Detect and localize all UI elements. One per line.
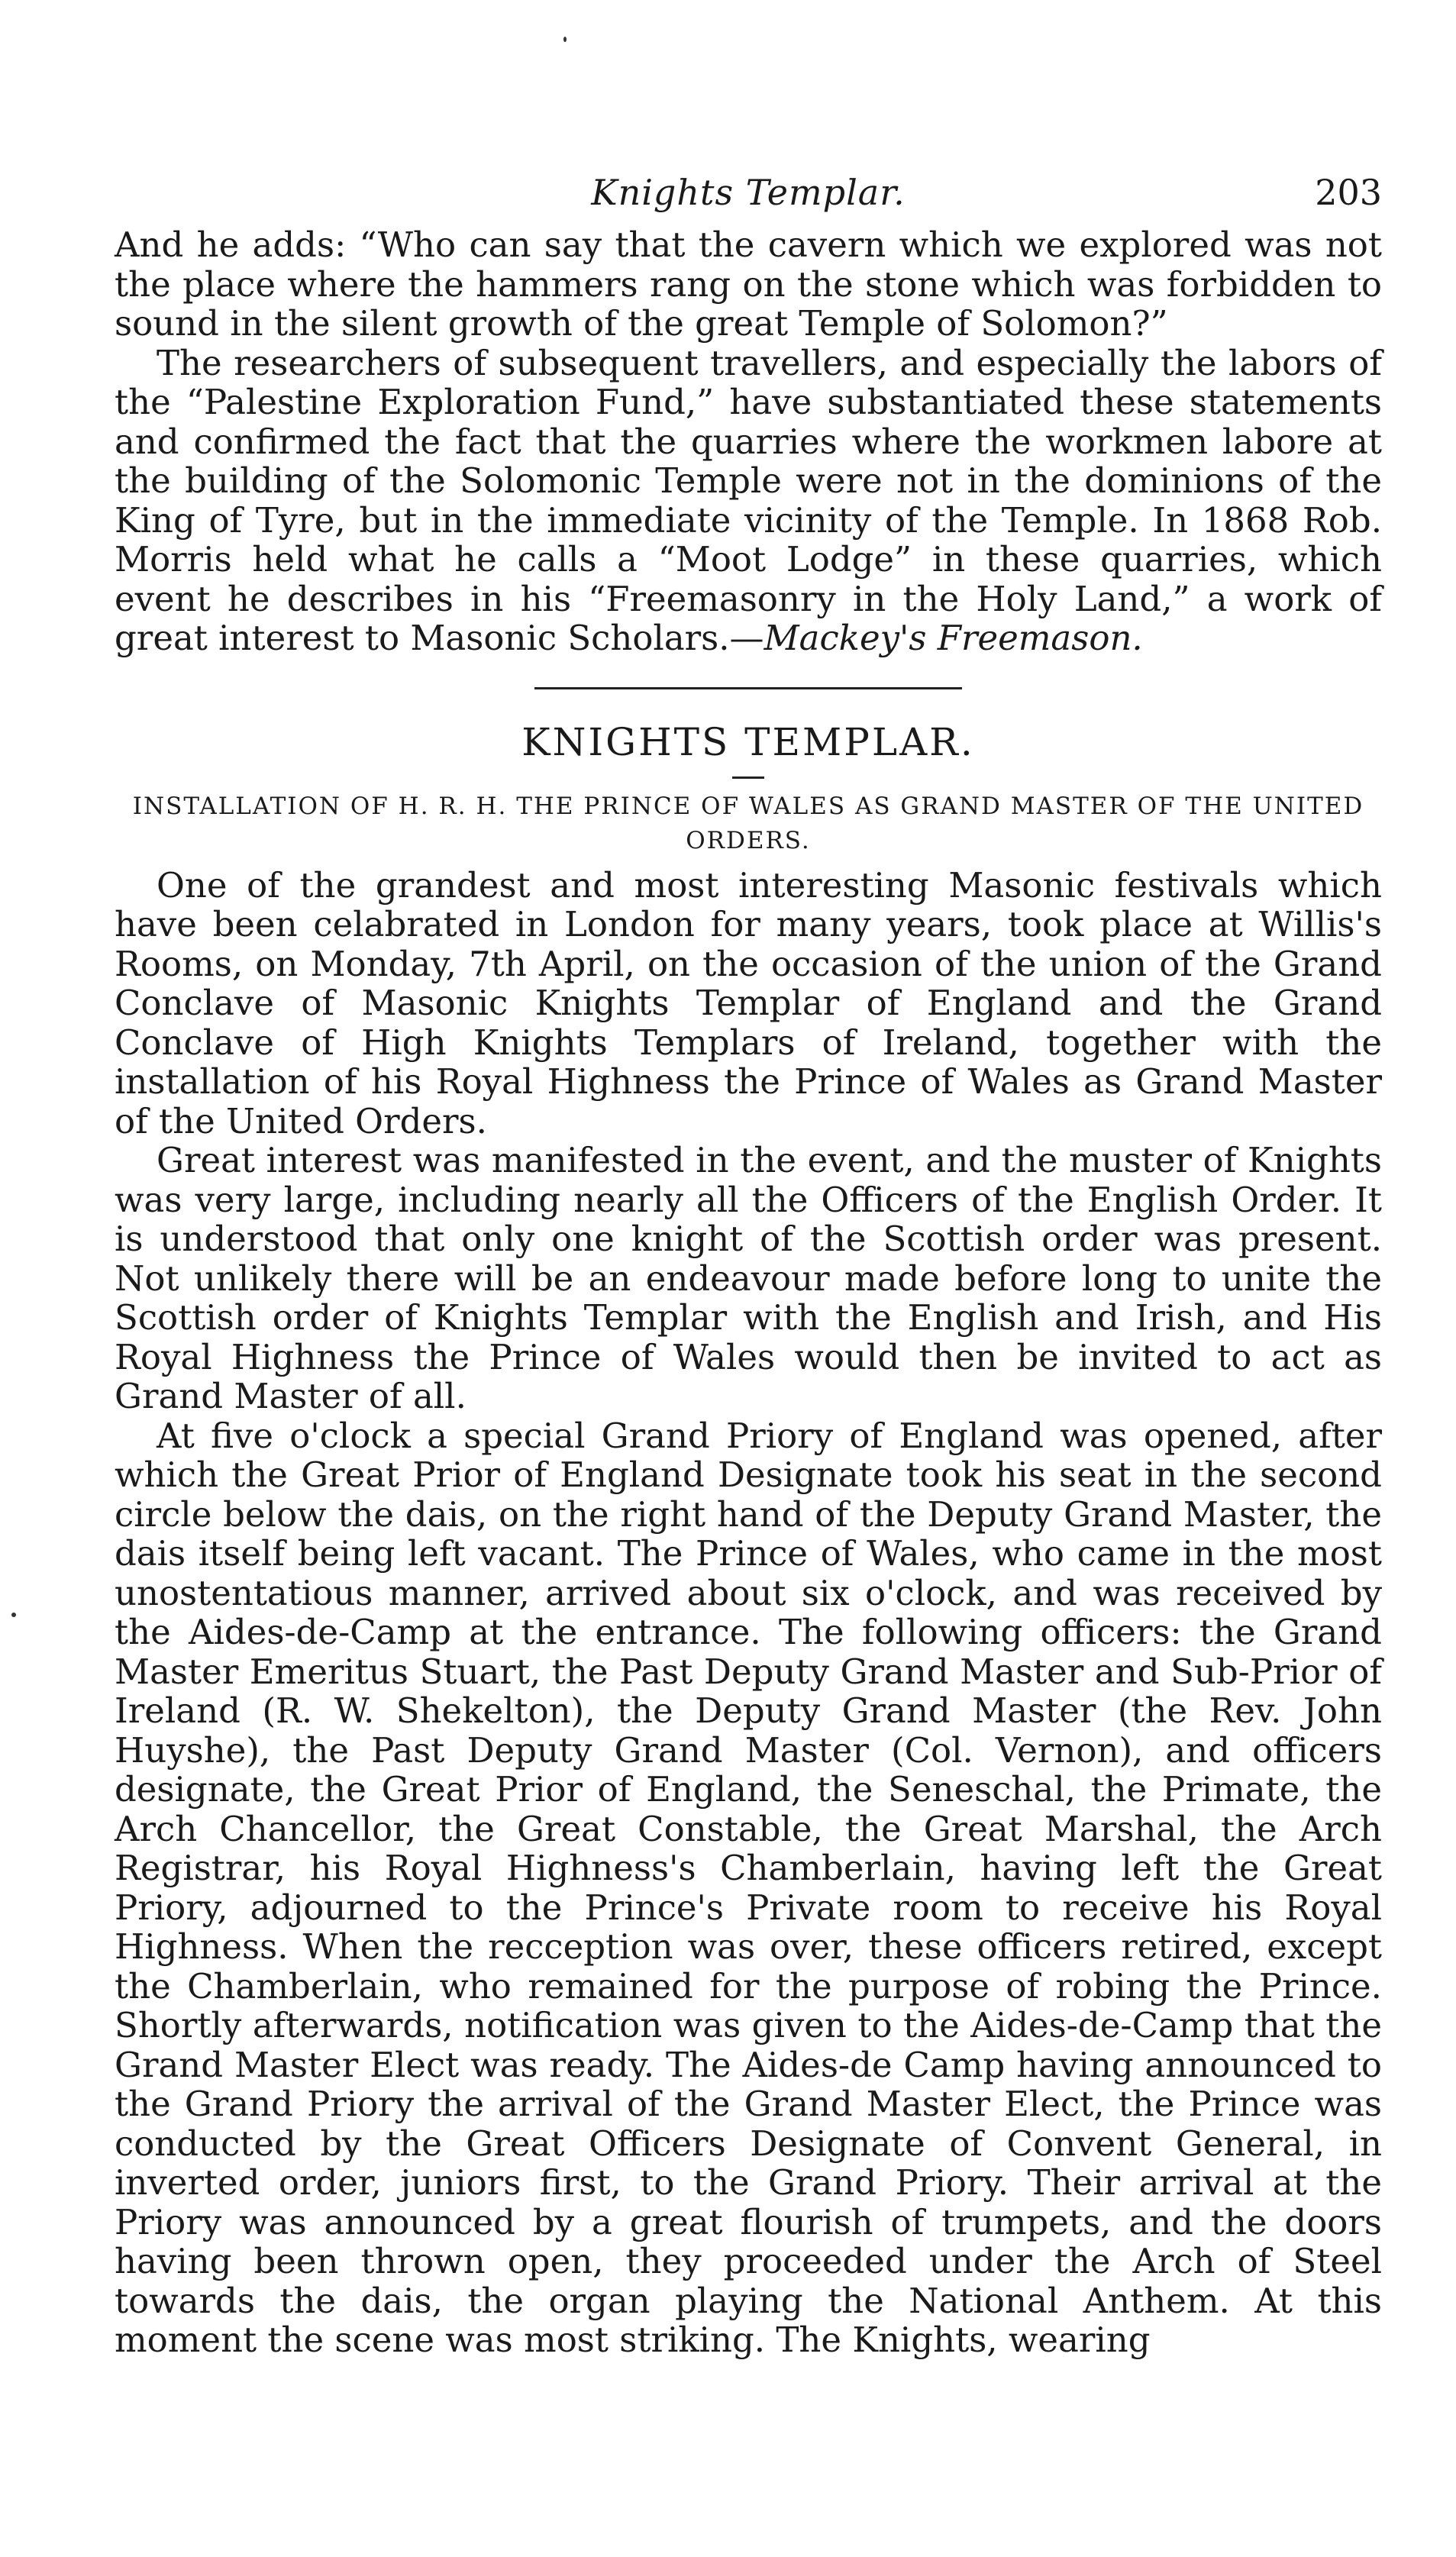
print-speck [563, 37, 567, 42]
section-divider [534, 687, 962, 689]
article-subtitle: INSTALLATION OF H. R. H. THE PRINCE OF WALES AS GRAND MASTER OF THE UNITED ORDERS. [132, 792, 1364, 854]
running-title: Knights Templar. [591, 172, 906, 213]
article-title: KNIGHTS TEMPLAR. [521, 719, 975, 764]
source-credit: Mackey's Freemason. [764, 618, 1143, 658]
print-speck [11, 1613, 16, 1617]
article-paragraph: At five o'clock a special Grand Priory of England was opened, after which the Great Prior of England Designate took his seat in the second circle below the dais, on the right hand of the Deputy Grand Master, the dais itself being left vacant. The Prince of Wales, who came in the most unostentatious manner, arrived about six o'clock, and was received by the Aides-de-Camp at the entrance. The following officers: the Grand Master Emeritus Stuart, the Past Deputy Grand Master and Sub-Prior of Ireland (R. W. Shekelton), the Deputy Grand Master (the Rev. John Huyshe), the Past Deputy Grand Master (Col. Vernon), and officers designate, the Great Prior of England, the Seneschal, the Primate, the Arch Chancellor, the Great Constable, the Great Marshal, the Arch Registrar, his Royal Highness's Chamberlain, having left the Great Priory, adjourned to the Prince's Private room to receive his Royal Highness. When the recception was over, these officers retired, except the Chamberlain, who remained for the purpose of robing the Prince. Shortly afterwards, notification was given to the Aides-de-Camp that the Grand Master Elect was ready. The Aides-de Camp having announced to the Grand Priory the arrival of the Grand Master Elect, the Prince was conducted by the Great Officers Designate of Convent General, in inverted order, juniors first, to the Grand Priory. Their arrival at the Priory was announced by a great flourish of trumpets, and the doors having been thrown open, they proceeded under the Arch of Steel towards the dais, the organ playing the National Anthem. At this moment the scene was most striking. The Knights, wearing [115, 1415, 1382, 2360]
article-paragraph: One of the grandest and most interesting Masonic festivals which have been celabrated in London for many years, took place at Willis's Rooms, on Monday, 7th April, on the occasion of the union of the Grand Conclave of Masonic Knights Templar of England and the Grand Conclave of High Knights Templars of Ireland, together with the installation of his Royal Highness the Prince of Wales as Grand Master of the United Orders. [115, 864, 1382, 1141]
page-number: 203 [1315, 172, 1382, 213]
paragraph-text: The researchers of subsequent travellers, and especially the labors of the “Palestine Exploration Fund,” have substantiated these statements and confirmed the fact that the quarries where the workmen labore at the building of the Solomonic Temple were not in the dominions of the King of Tyre, but in the immediate vicinity of the Temple. In 1868 Rob. Morris held what he calls a “Moot Lodge” in these quarries, which event he describes in his “Freemasonry in the Holy Land,” a work of great interest to Masonic Scholars.— [115, 342, 1382, 658]
title-rule [732, 776, 764, 779]
continued-paragraph: And he adds: “Who can say that the cavern which we explored was not the place where the hammers rang on the stone which was forbidden to sound in the silent growth of the great Temple of Solomon?” [115, 224, 1382, 344]
article-paragraph: Great interest was manifested in the event, and the muster of Knights was very large, including nearly all the Officers of the English Order. It is understood that only one knight of the Scottish order was present. Not unlikely there will be an endeavour made before long to unite the Scottish order of Knights Templar with the English and Irish, and His Royal Highness the Prince of Wales would then be invited to act as Grand Master of all. [115, 1140, 1382, 1416]
paragraph-researchers [115, 344, 1382, 658]
running-head [115, 172, 1382, 225]
book-page [115, 172, 1382, 2360]
